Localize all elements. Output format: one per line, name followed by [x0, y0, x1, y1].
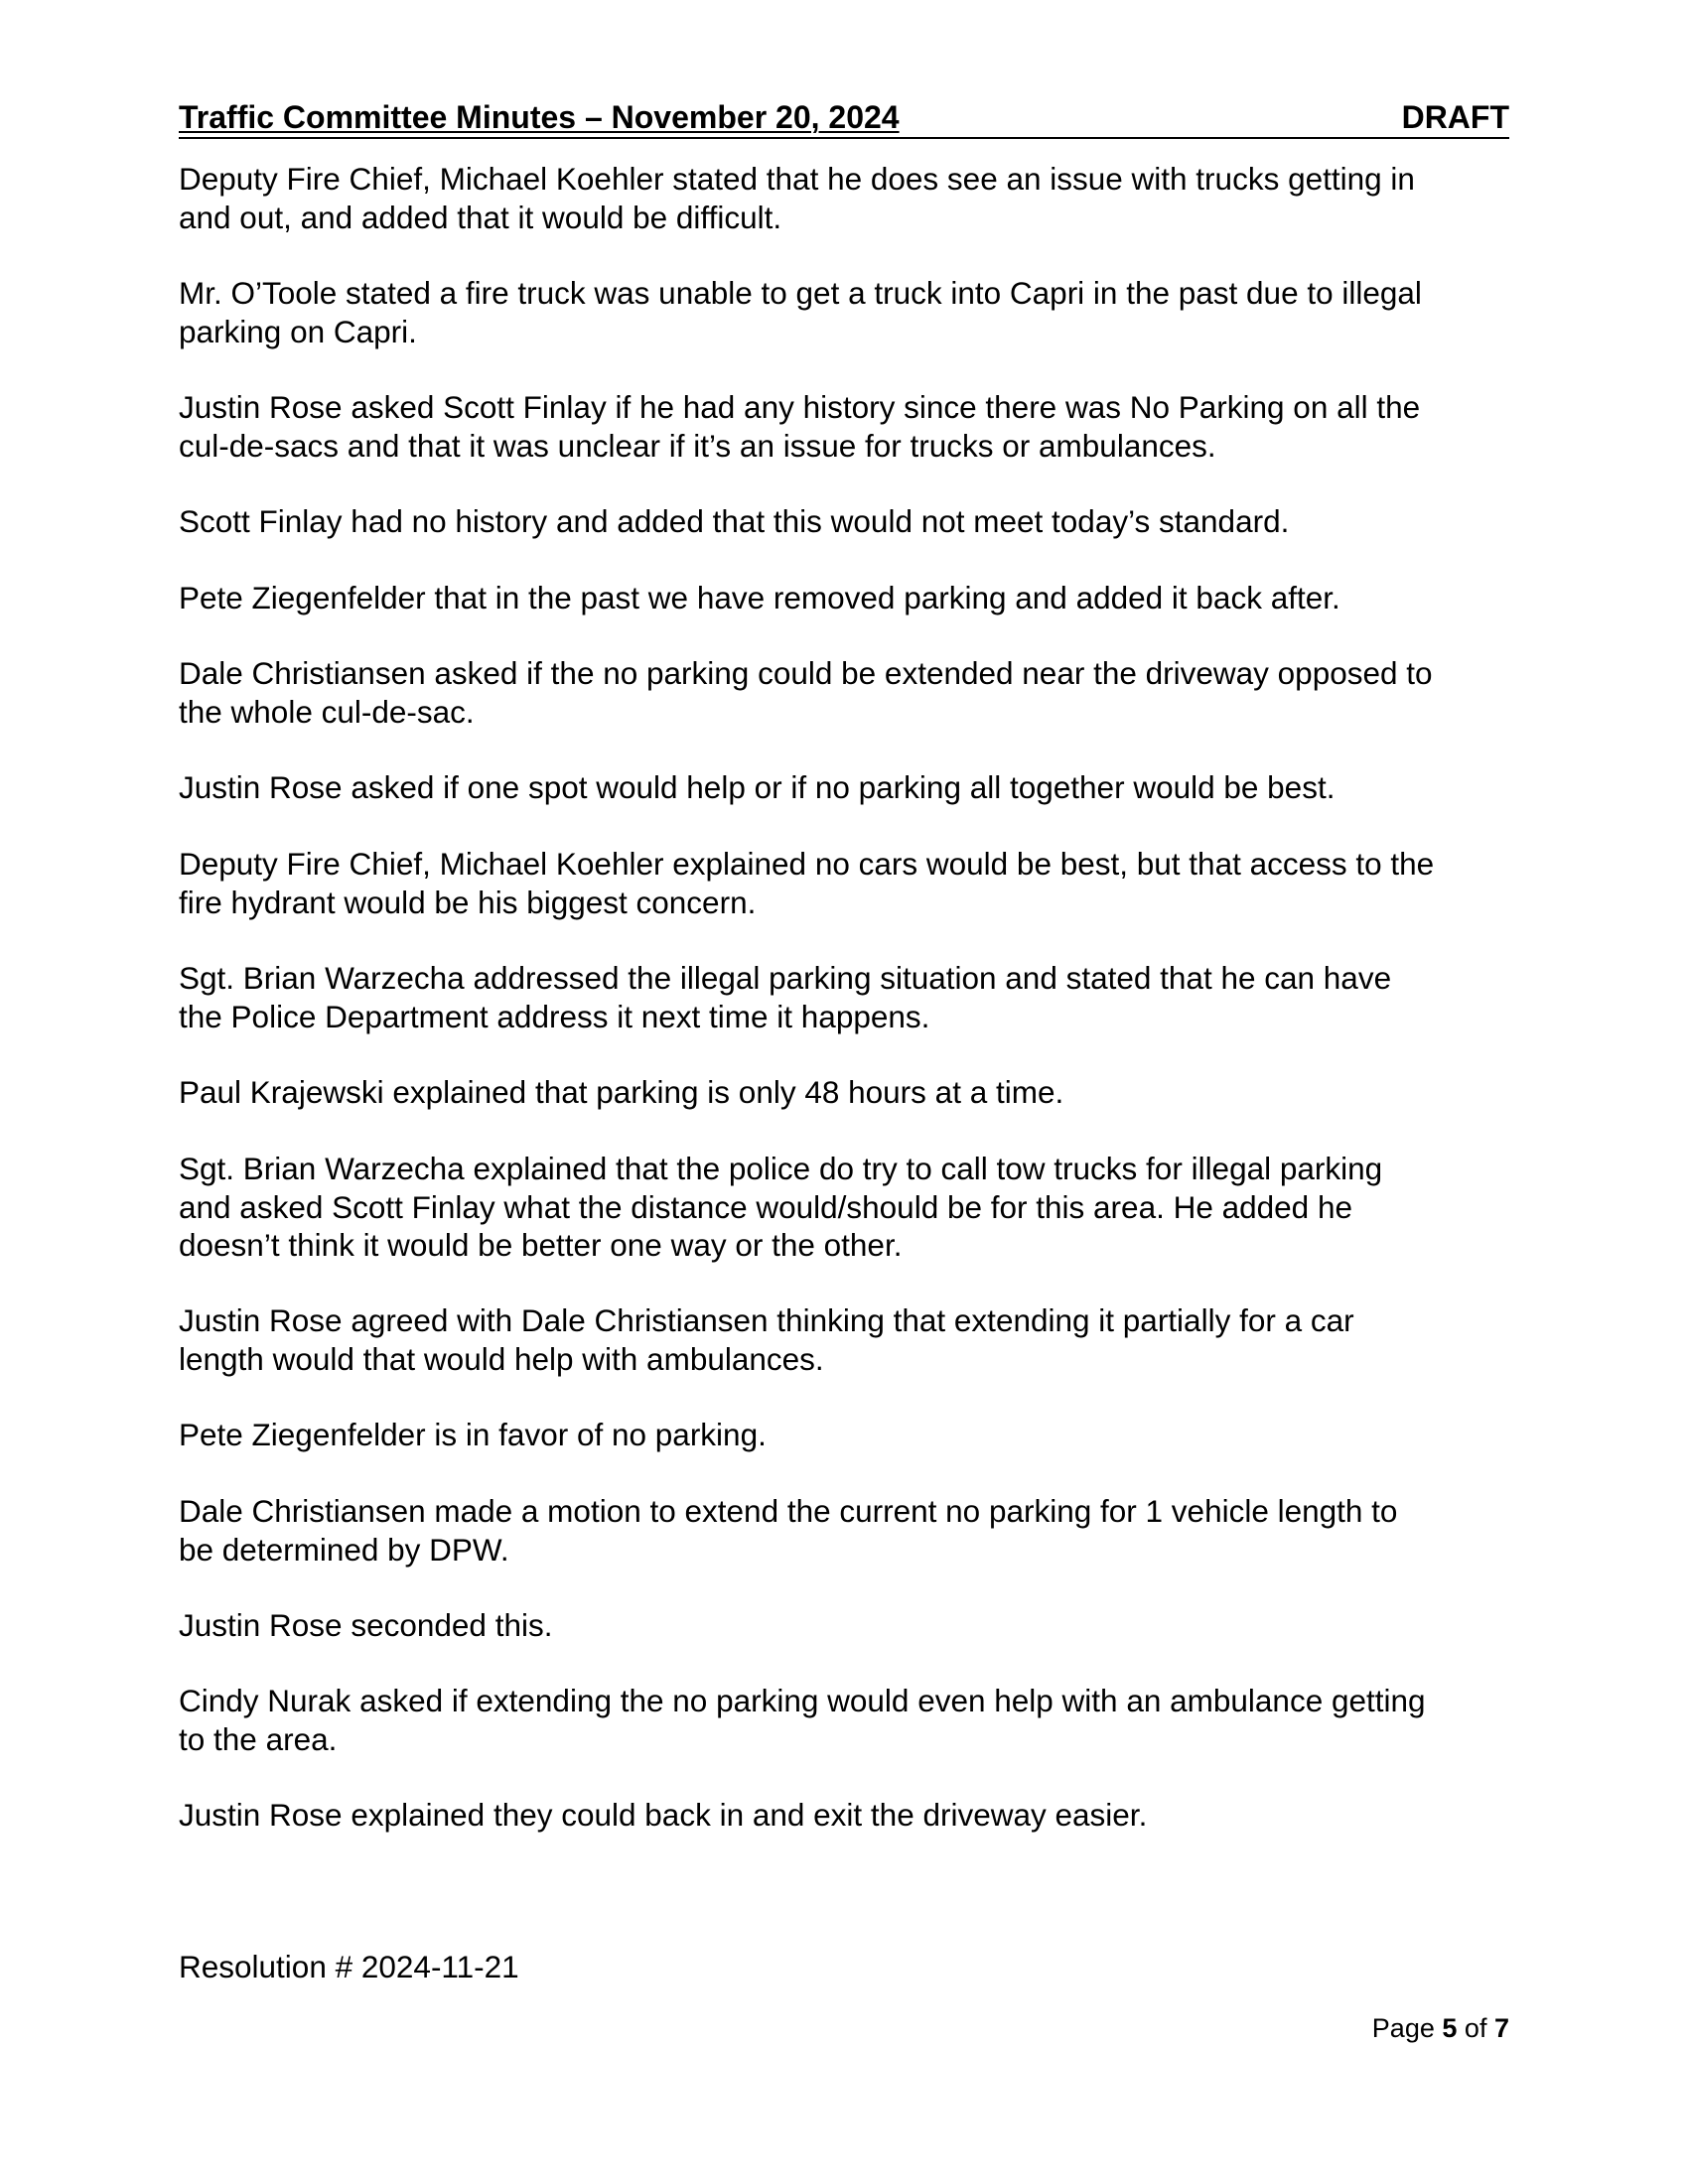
paragraph-line: and out, and added that it would be difficult. [179, 199, 782, 235]
paragraph-line: Justin Rose asked Scott Finlay if he had any history since there was No Parking on all the [179, 389, 1421, 425]
page-header [179, 97, 1509, 139]
paragraph-line: Sgt. Brian Warzecha explained that the police do try to call tow trucks for illegal parking [179, 1151, 1383, 1186]
paragraph-line: Dale Christiansen made a motion to extend the current no parking for 1 vehicle length to [179, 1493, 1398, 1529]
paragraph-krajewski-48-hours [179, 1073, 1529, 1112]
page-footer [1372, 2011, 1509, 2045]
paragraph-line: Justin Rose asked if one spot would help or if no parking all together would be best. [179, 769, 1336, 805]
paragraph-rose-agreed [179, 1301, 1529, 1378]
paragraph-line: length would that would help with ambulances. [179, 1340, 824, 1377]
draft-label: DRAFT [1401, 99, 1509, 135]
of-label: of [1464, 2013, 1487, 2043]
document-title: Traffic Committee Minutes – November 20, 2024 [179, 99, 900, 135]
page-number: 5 [1442, 2013, 1458, 2043]
paragraph-line: the whole cul-de-sac. [179, 693, 475, 730]
paragraph-line: Justin Rose seconded this. [179, 1607, 553, 1643]
paragraph-rose-one-spot [179, 768, 1529, 807]
paragraph-line: fire hydrant would be his biggest concern. [179, 884, 757, 920]
paragraph-rose-seconded [179, 1606, 1529, 1645]
page-label: Page [1371, 2013, 1435, 2043]
paragraph-ziegenfelder-favor [179, 1416, 1529, 1454]
paragraph-line: and asked Scott Finlay what the distance would/should be for this area. He added he [179, 1188, 1352, 1225]
paragraph-ziegenfelder-past [179, 579, 1529, 617]
paragraph-otoole-capri [179, 274, 1529, 350]
paragraph-christiansen-extend [179, 654, 1529, 731]
paragraph-line: Paul Krajewski explained that parking is only 48 hours at a time. [179, 1074, 1064, 1110]
paragraph-line: parking on Capri. [179, 313, 417, 349]
paragraph-line: Sgt. Brian Warzecha addressed the illegal parking situation and stated that he can have [179, 960, 1392, 996]
paragraph-rose-history [179, 388, 1529, 465]
paragraph-line: Cindy Nurak asked if extending the no parking would even help with an ambulance getting [179, 1683, 1426, 1718]
paragraph-koehler-trucks [179, 160, 1529, 236]
paragraph-line: Deputy Fire Chief, Michael Koehler stated that he does see an issue with trucks getting in [179, 161, 1415, 197]
resolution-number [179, 1948, 1529, 1986]
paragraph-line: Dale Christiansen asked if the no parking could be extended near the driveway opposed to [179, 655, 1433, 691]
paragraph-line: cul-de-sacs and that it was unclear if it’s an issue for trucks or ambulances. [179, 427, 1216, 464]
paragraph-line: doesn’t think it would be better one way or the other. [179, 1227, 903, 1263]
paragraph-line: be determined by DPW. [179, 1531, 509, 1568]
paragraph-line: Resolution # 2024-11-21 [179, 1949, 519, 1984]
paragraph-finlay-standard [179, 502, 1529, 541]
paragraph-line: Mr. O’Toole stated a fire truck was unable to get a truck into Capri in the past due to illegal [179, 275, 1422, 311]
paragraph-line: to the area. [179, 1720, 338, 1757]
paragraph-line: Pete Ziegenfelder is in favor of no parking. [179, 1417, 767, 1452]
paragraph-line: Pete Ziegenfelder that in the past we have removed parking and added it back after. [179, 580, 1340, 615]
paragraph-line: Deputy Fire Chief, Michael Koehler explained no cars would be best, but that access to the [179, 846, 1435, 882]
paragraph-warzecha-illegal [179, 959, 1529, 1035]
paragraph-nurak-ambulance [179, 1682, 1529, 1758]
paragraph-christiansen-motion [179, 1492, 1529, 1569]
paragraph-warzecha-tow [179, 1150, 1529, 1265]
paragraph-line: Justin Rose explained they could back in and exit the driveway easier. [179, 1797, 1148, 1833]
paragraph-line: Scott Finlay had no history and added that this would not meet today’s standard. [179, 503, 1290, 539]
paragraph-line: Justin Rose agreed with Dale Christiansen thinking that extending it partially for a car [179, 1302, 1354, 1338]
page-total: 7 [1493, 2013, 1509, 2043]
paragraph-rose-back-in [179, 1796, 1529, 1835]
paragraph-line: the Police Department address it next time it happens. [179, 998, 930, 1034]
paragraph-koehler-hydrant [179, 845, 1529, 921]
